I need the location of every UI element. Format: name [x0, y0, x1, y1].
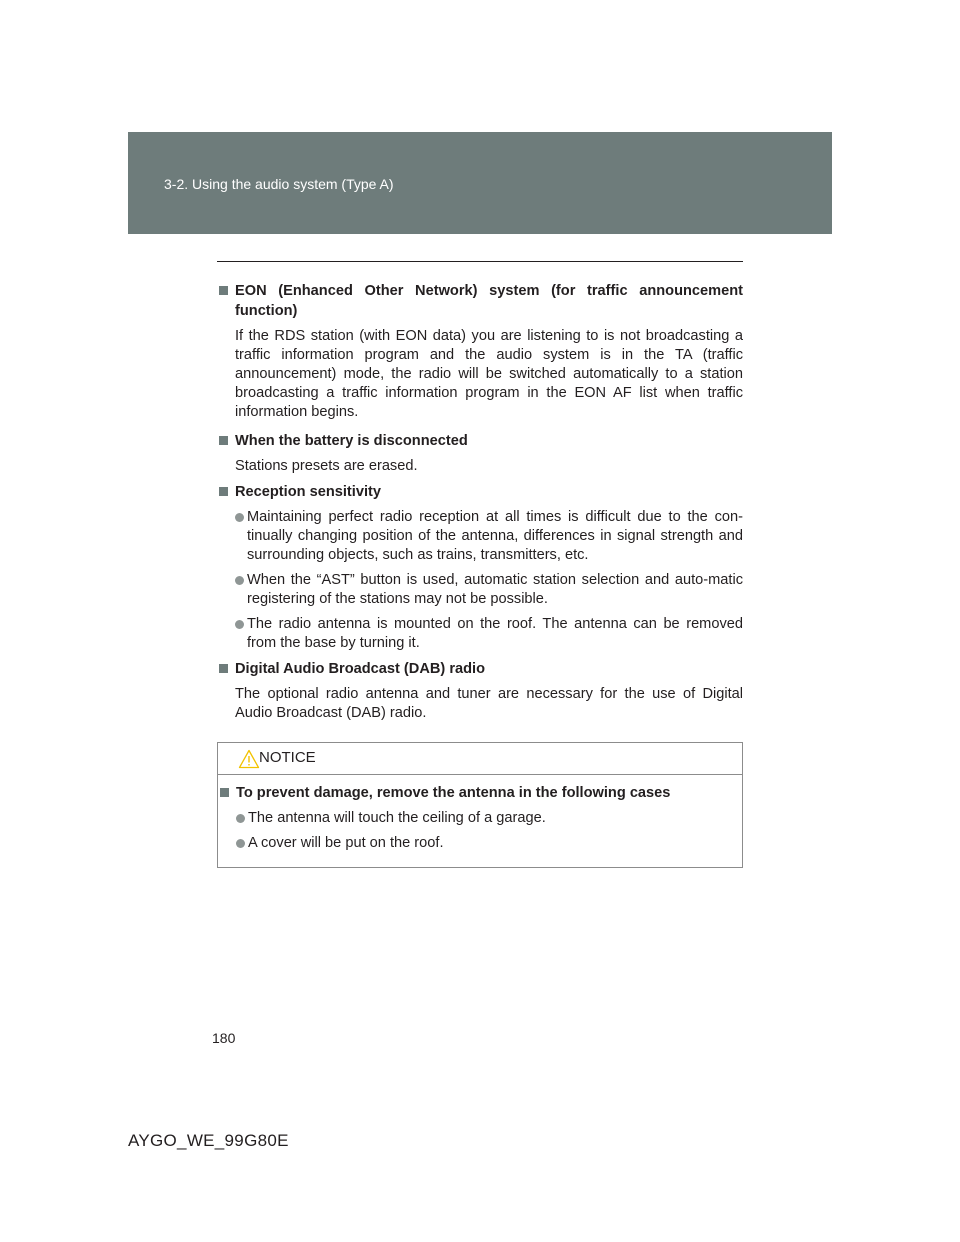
list-item: Maintaining perfect radio reception at all times is difficult due to the con-tinually changing position of the antenna, differences in signal strength and surrounding objects, such as trains, transmitters, etc.	[217, 508, 743, 565]
top-rule	[217, 261, 743, 262]
section-header: 3-2. Using the audio system (Type A)	[164, 176, 394, 192]
section-reception	[217, 482, 743, 653]
square-bullet-icon	[219, 487, 228, 496]
document-code: AYGO_WE_99G80E	[128, 1131, 289, 1150]
notice-box	[217, 742, 743, 868]
square-bullet-icon	[219, 436, 228, 445]
header-band	[128, 132, 832, 234]
notice-body	[218, 783, 724, 853]
round-bullet-icon	[235, 513, 244, 522]
section-dab	[217, 659, 743, 723]
section-battery	[217, 431, 743, 476]
square-bullet-icon	[220, 788, 229, 797]
list-item: The radio antenna is mounted on the roof. The antenna can be removed from the base by turning it.	[217, 615, 743, 653]
main-content	[217, 261, 743, 723]
list-item: A cover will be put on the roof.	[218, 834, 724, 853]
section-eon	[217, 281, 743, 422]
section-text: If the RDS station (with EON data) you are listening to is not broadcasting a traffic information program and the audio system is in the TA (traffic announcement) mode, the radio will be switched automatically to a station broadcasting a traffic information program in the EON AF list when traffic information begins.	[235, 328, 743, 420]
square-bullet-icon	[219, 664, 228, 673]
round-bullet-icon	[236, 839, 245, 848]
section-title: EON (Enhanced Other Network) system (for traffic announcement function)	[235, 283, 743, 319]
notice-title: To prevent damage, remove the antenna in the following cases	[236, 785, 671, 801]
page-number: 180	[212, 1030, 236, 1046]
section-text: Stations presets are erased.	[235, 458, 418, 474]
round-bullet-icon	[235, 620, 244, 629]
round-bullet-icon	[235, 576, 244, 585]
section-title: When the battery is disconnected	[235, 433, 468, 449]
square-bullet-icon	[219, 286, 228, 295]
section-title: Reception sensitivity	[235, 484, 381, 500]
warning-icon	[238, 749, 260, 769]
notice-header	[218, 743, 742, 775]
round-bullet-icon	[236, 814, 245, 823]
notice-label: NOTICE	[259, 749, 316, 766]
list-item: When the “AST” button is used, automatic station selection and auto-matic registering of the stations may not be possible.	[217, 571, 743, 609]
section-title: Digital Audio Broadcast (DAB) radio	[235, 661, 485, 677]
section-text: The optional radio antenna and tuner are necessary for the use of Digital Audio Broadcast (DAB) radio.	[235, 686, 743, 721]
list-item: The antenna will touch the ceiling of a garage.	[218, 809, 724, 828]
